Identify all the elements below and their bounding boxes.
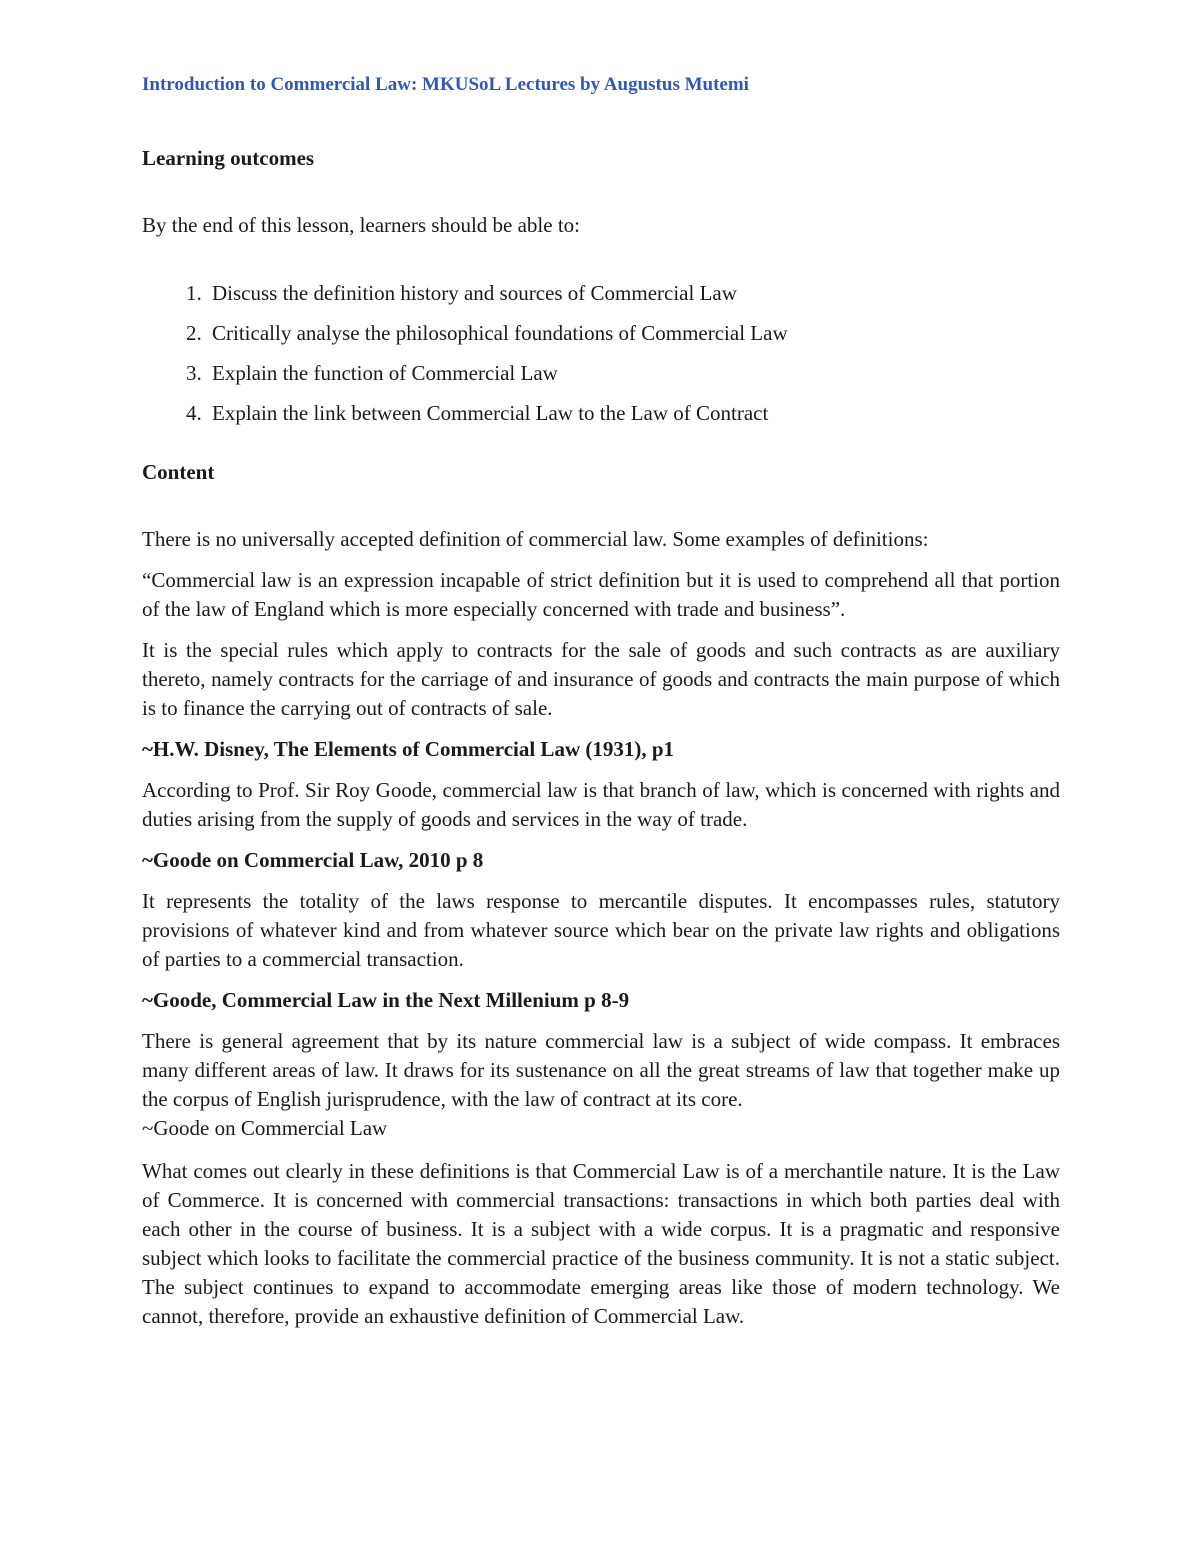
list-item-number: 2. [186,321,202,345]
list-item-text: Discuss the definition history and sources of Commercial Law [212,281,737,305]
citation-disney: ~H.W. Disney, The Elements of Commercial Law (1931), p1 [142,737,675,761]
citation-goode-millenium: ~Goode, Commercial Law in the Next Millenium p 8-9 [142,988,630,1012]
page-header: Introduction to Commercial Law: MKUSoL Lectures by Augustus Mutemi [142,74,749,95]
content-paragraph: There is no universally accepted definition of commercial law. Some examples of definitions: [142,527,929,551]
content-paragraph: It is the special rules which apply to contracts for the sale of goods and such contracts as are auxiliary thereto, namely contracts for the carriage of and insurance of goods and contracts the main purpose of which is to finance the carrying out of contracts of sale. [142,638,1060,720]
content-paragraph: What comes out clearly in these definitions is that Commercial Law is of a merchantile nature. It is the Law of Commerce. It is concerned with commercial transactions: transactions in which both parties deal with each other in the course of business. It is a subject with a wide corpus. It is a pragmatic and responsive subject which looks to facilitate the commercial practice of the business community. It is not a static subject. The subject continues to expand to accommodate emerging areas like those of modern technology. We cannot, therefore, provide an exhaustive definition of Commercial Law. [142,1159,1060,1328]
content-paragraph: “Commercial law is an expression incapable of strict definition but it is used to comprehend all that portion of the law of England which is more especially concerned with trade and business”. [142,568,1060,621]
list-item [142,319,1060,348]
content-heading: Content [142,460,215,484]
list-item-number: 3. [186,361,202,385]
content-paragraph-text: There is general agreement that by its nature commercial law is a subject of wide compass. It embraces many different areas of law. It draws for its sustenance on all the great streams of law that together make up the corpus of English jurisprudence, with the law of contract at its core. [142,1029,1060,1111]
list-item-text: Explain the function of Commercial Law [212,361,558,385]
list-item-number: 1. [186,281,202,305]
document-page [142,70,1060,1343]
content-paragraph: It represents the totality of the laws response to mercantile disputes. It encompasses rules, statutory provisions of whatever kind and from whatever source which bear on the private law rights and obligations of parties to a commercial transaction. [142,889,1060,971]
learning-outcomes-list [142,279,1060,428]
list-item [142,399,1060,428]
learning-outcomes-intro: By the end of this lesson, learners should be able to: [142,213,580,237]
inline-citation: ~Goode on Commercial Law [142,1116,388,1140]
list-item [142,279,1060,308]
list-item-number: 4. [186,401,202,425]
citation-goode-2010: ~Goode on Commercial Law, 2010 p 8 [142,848,484,872]
learning-outcomes-heading: Learning outcomes [142,146,315,170]
list-item [142,359,1060,388]
list-item-text: Explain the link between Commercial Law to the Law of Contract [212,401,769,425]
content-paragraph: According to Prof. Sir Roy Goode, commercial law is that branch of law, which is concerned with rights and duties arising from the supply of goods and services in the way of trade. [142,778,1060,831]
list-item-text: Critically analyse the philosophical foundations of Commercial Law [212,321,788,345]
content-paragraph [142,1027,1060,1143]
